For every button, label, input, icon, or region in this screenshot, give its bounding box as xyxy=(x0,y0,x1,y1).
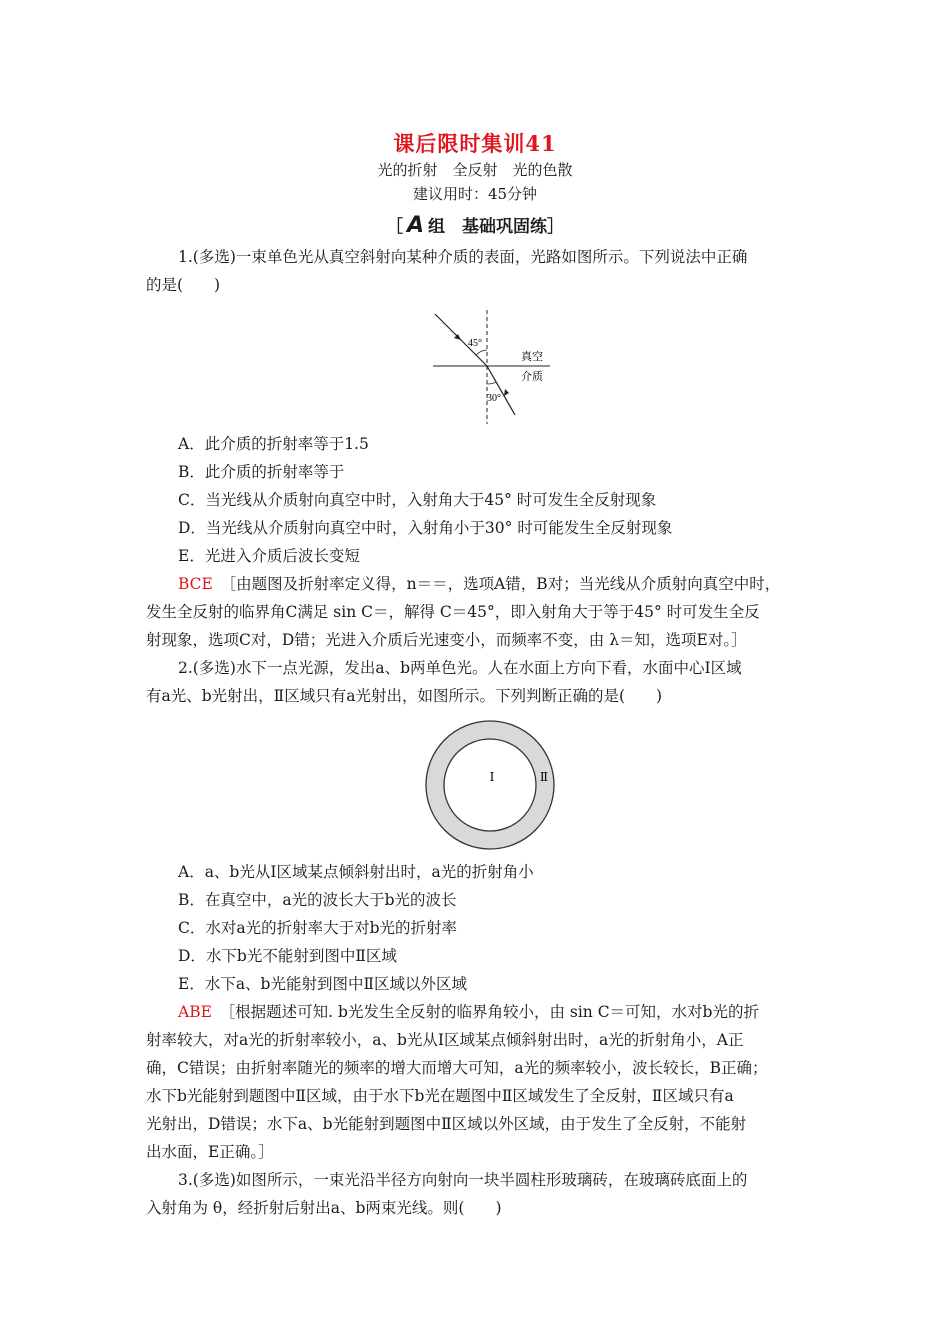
refracted-ray xyxy=(487,366,515,415)
refracted-angle-arc xyxy=(487,382,496,384)
q1-answer-line-2: 发生全反射的临界角C满足 sin C＝，解得 C＝45°，即入射角大于等于45° 时可发生全反 xyxy=(146,603,760,621)
q2-option-c: C．水对a光的折射率大于对b光的折射率 xyxy=(178,919,458,937)
q1-answer-line-1 xyxy=(178,573,848,595)
group-label: 组 基础巩固练 xyxy=(428,217,548,237)
q1-option-c: C．当光线从介质射向真空中时，入射角大于45° 时可发生全反射现象 xyxy=(178,491,657,509)
q1-option-b: B．此介质的折射率等于 xyxy=(178,463,345,481)
q2-answer-key: ABE xyxy=(178,1003,212,1021)
incident-arrow-icon xyxy=(454,334,461,340)
water-regions-diagram xyxy=(422,717,558,853)
angle-30-label: 30° xyxy=(487,393,501,404)
suggested-time: 建议用时：45分钟 xyxy=(412,185,538,203)
group-letter: A xyxy=(406,213,425,238)
q2-option-b: B．在真空中，a光的波长大于b光的波长 xyxy=(178,891,457,909)
refracted-arrow-icon xyxy=(504,389,509,396)
q2-answer-line-5: 光射出，D错误；水下a、b光能射到题图中Ⅱ区域以外区域，由于发生了全反射，不能射 xyxy=(146,1115,747,1133)
medium-label: 介质 xyxy=(521,371,543,383)
q1-option-a: A．此介质的折射率等于1.5 xyxy=(178,435,369,453)
angle-45-label: 45° xyxy=(468,338,482,349)
q1-stem-line-2: 的是( ) xyxy=(146,276,221,294)
q1-stem-line-1: 1.(多选)一束单色光从真空斜射向某种介质的表面，光路如图所示。下列说法中正确 xyxy=(178,248,748,266)
q1-option-e: E．光进入介质后波长变短 xyxy=(178,547,360,565)
q2-option-d: D．水下b光不能射到图中Ⅱ区域 xyxy=(178,947,397,965)
q2-stem-line-1: 2.(多选)水下一点光源，发出a、b两单色光。人在水面上方向下看，水面中心Ⅰ区域 xyxy=(178,659,742,677)
q2-answer-line-1 xyxy=(178,1001,848,1023)
q2-answer-line-4: 水下b光能射到题图中Ⅱ区域，由于水下b光在题图中Ⅱ区域发生了全反射，Ⅱ区域只有a xyxy=(146,1087,734,1105)
region-2-label: Ⅱ xyxy=(539,770,549,784)
q1-answer-line-3: 射现象，选项C对，D错；光进入介质后光速变小，而频率不变，由 λ＝知，选项E对。］ xyxy=(146,631,747,649)
region-1-disk xyxy=(444,739,536,831)
q2-option-e: E．水下a、b光能射到图中Ⅱ区域以外区域 xyxy=(178,975,468,993)
q2-answer-line-6: 出水面，E正确。］ xyxy=(146,1143,274,1161)
q1-answer-text-1: ［由题图及折射率定义得，n＝＝，选项A错，B对；当光线从介质射向真空中时， xyxy=(228,575,781,593)
region-1-label: Ⅰ xyxy=(489,770,495,784)
refraction-diagram xyxy=(425,308,560,426)
q2-answer-text-1: ［根据题述可知. b光发生全反射的临界角较小，由 sin C＝可知，水对b光的折 xyxy=(227,1003,759,1021)
q2-answer-line-2: 射率较大，对a光的折射率较小，a、b光从Ⅰ区域某点倾斜射出时，a光的折射角小，A正 xyxy=(146,1031,744,1049)
q2-answer-line-3: 确，C错误；由折射率随光的频率的增大而增大可知，a光的频率较小，波长较长，B正确； xyxy=(146,1059,768,1077)
q3-stem-line-2: 入射角为 θ，经折射后射出a、b两束光线。则( ) xyxy=(146,1199,502,1217)
page-subtitle: 光的折射 全反射 光的色散 xyxy=(377,161,573,179)
q2-option-a: A．a、b光从Ⅰ区域某点倾斜射出时，a光的折射角小 xyxy=(178,863,534,881)
group-bracket-open: ［ xyxy=(385,217,403,237)
group-bracket-close: ］ xyxy=(547,217,565,237)
group-heading xyxy=(0,212,950,238)
q1-answer-key: BCE xyxy=(178,575,213,593)
vacuum-label: 真空 xyxy=(521,351,543,363)
page-title: 课后限时集训41 xyxy=(393,131,557,156)
incident-angle-arc xyxy=(476,350,487,355)
q3-stem-line-1: 3.(多选)如图所示，一束光沿半径方向射向一块半圆柱形玻璃砖，在玻璃砖底面上的 xyxy=(178,1171,748,1189)
q2-stem-line-2: 有a光、b光射出，Ⅱ区域只有a光射出，如图所示。下列判断正确的是( ) xyxy=(146,687,663,705)
q1-option-d: D．当光线从介质射向真空中时，入射角小于30° 时可能发生全反射现象 xyxy=(178,519,673,537)
